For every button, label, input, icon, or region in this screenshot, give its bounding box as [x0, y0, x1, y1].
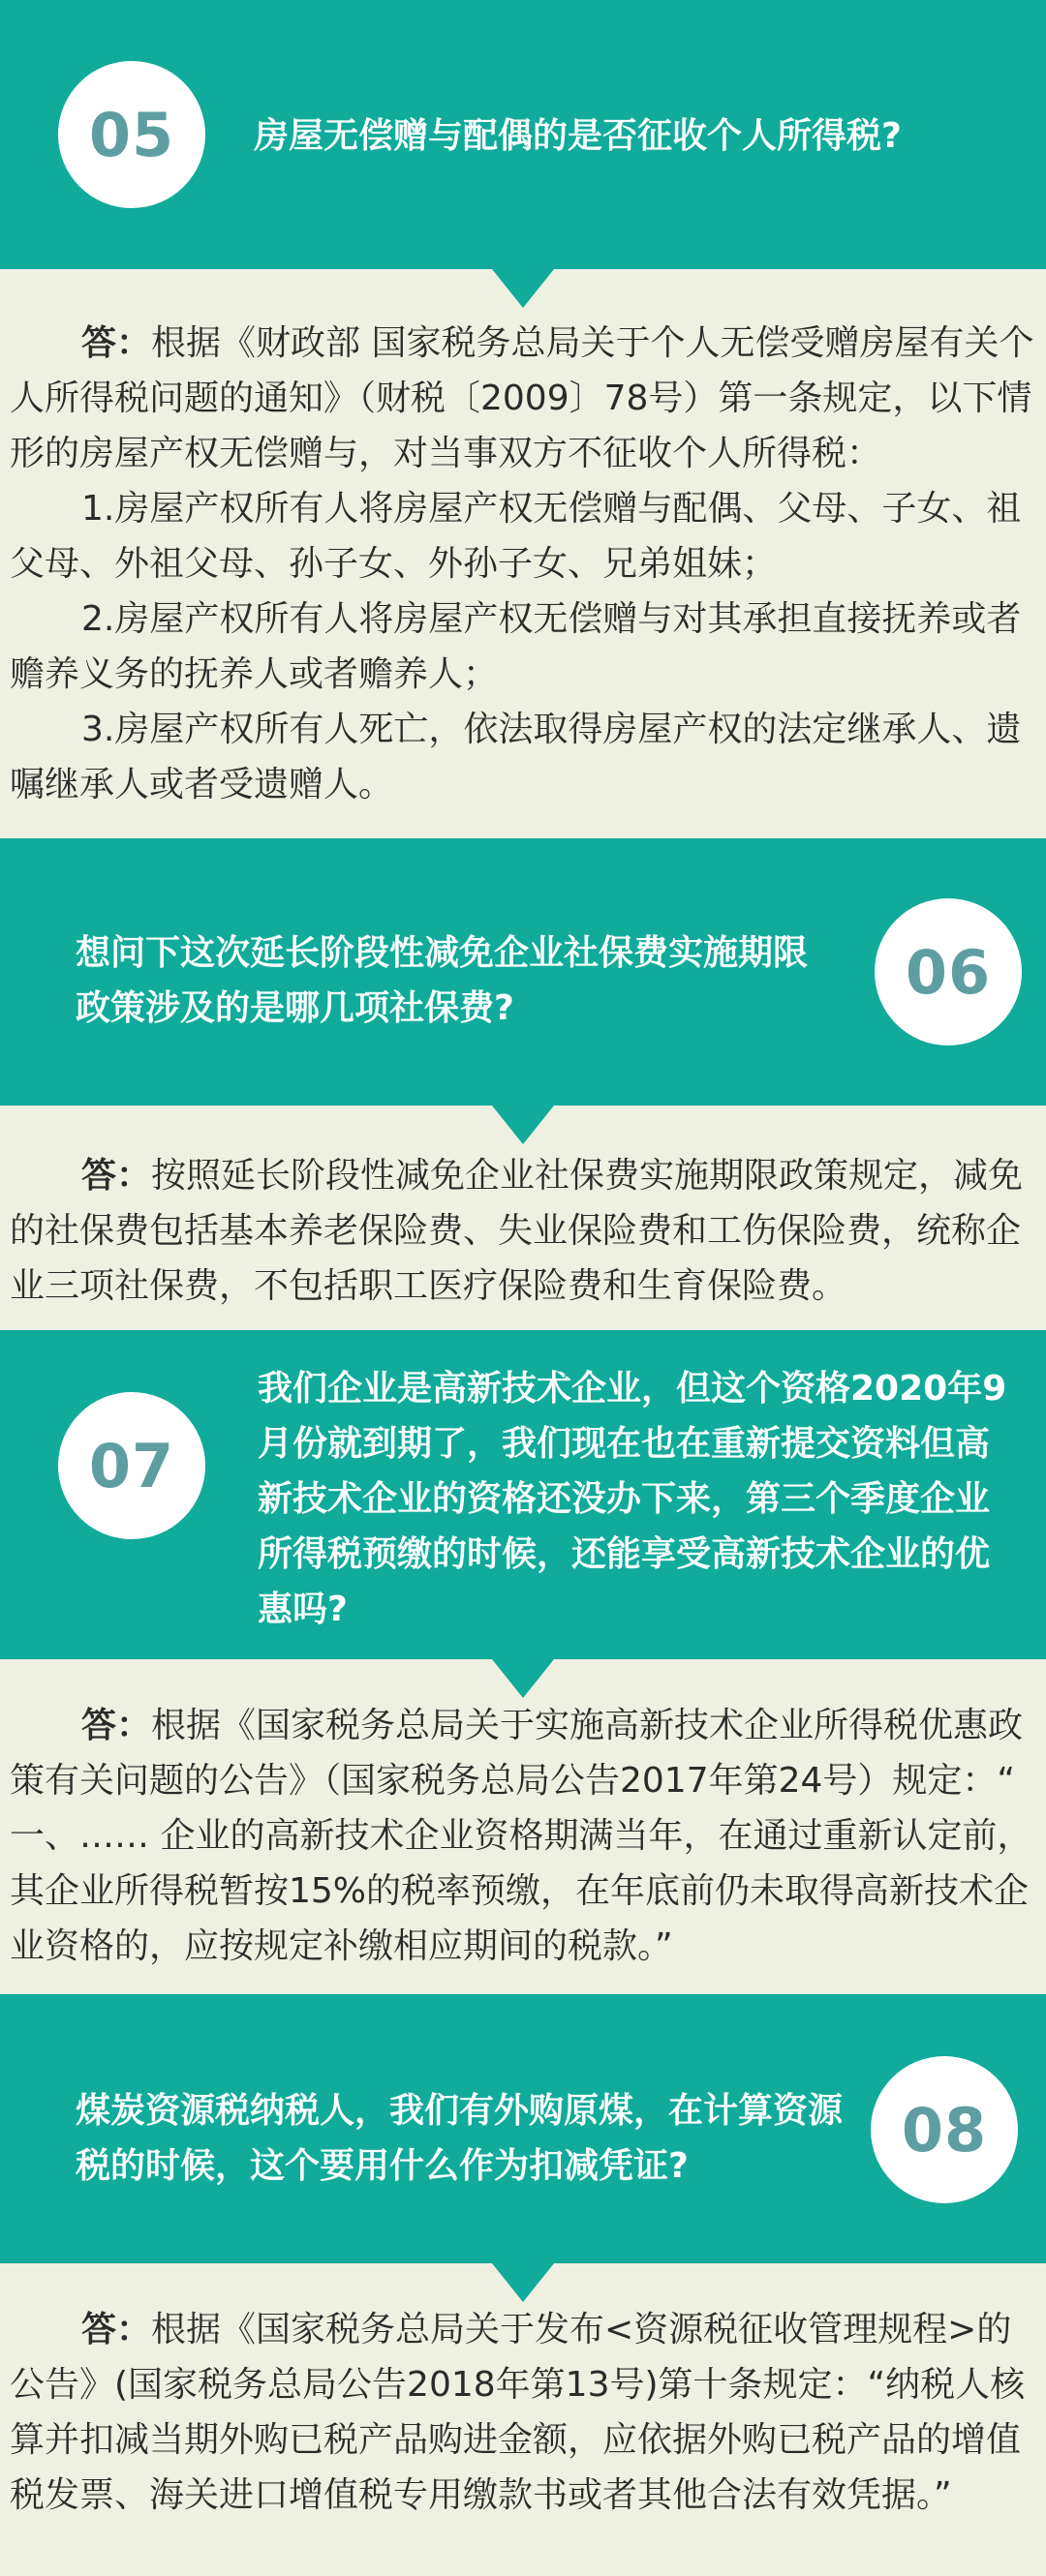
answer-label: 答：	[81, 2310, 152, 2349]
answer-block-06	[10, 1148, 1038, 1314]
answer-item: 3.房屋产权所有人死亡，依法取得房屋产权的法定继承人、遗嘱继承人或者受遗赠人。	[10, 710, 1022, 804]
question-banner-08	[0, 1994, 1046, 2263]
answer-text: 根据《国家税务总局关于发布<资源税征收管理规程>的公告》(国家税务总局公告2018年第13号)第十条规定：“纳税人核算并扣减当期外购已税产品购进金额，应依据外购已税产品的增值税发票、海关进口增值税专用缴款书或者其他合法有效凭据。”	[10, 2310, 1026, 2515]
answer-block-08	[10, 2302, 1038, 2523]
answer-item: 2.房屋产权所有人将房屋产权无偿赠与对其承担直接抚养或者赡养义务的抚养人或者赡养人；	[10, 599, 1022, 694]
question-number-badge: 05	[58, 61, 205, 208]
question-banner-07	[0, 1330, 1046, 1659]
answer-block-07	[10, 1698, 1038, 1974]
question-text: 房屋无偿赠与配偶的是否征收个人所得税?	[254, 116, 902, 156]
question-number-badge: 06	[875, 898, 1022, 1046]
answer-block-05	[10, 316, 1038, 812]
answer-text: 根据《财政部 国家税务总局关于个人无偿受赠房屋有关个人所得税问题的通知》（财税〔2009〕78号）第一条规定，以下情形的房屋产权无偿赠与，对当事双方不征收个人所得税：	[10, 323, 1034, 473]
question-banner-06	[0, 838, 1046, 1106]
answer-text: 按照延长阶段性减免企业社保费实施期限政策规定，减免的社保费包括基本养老保险费、失业保险费和工伤保险费，统称企业三项社保费，不包括职工医疗保险费和生育保险费。	[10, 1156, 1024, 1306]
answer-item: 1.房屋产权所有人将房屋产权无偿赠与配偶、父母、子女、祖父母、外祖父母、孙子女、外孙子女、兄弟姐妹；	[10, 489, 1022, 584]
question-number-badge: 07	[58, 1392, 205, 1539]
question-text: 煤炭资源税纳税人，我们有外购原煤，在计算资源税的时候，这个要用什么作为扣减凭证?	[76, 2091, 844, 2186]
question-number-badge: 08	[871, 2056, 1018, 2203]
question-text: 我们企业是高新技术企业，但这个资格2020年9月份就到期了，我们现在也在重新提交资料但高新技术企业的资格还没办下来，第三个季度企业所得税预缴的时候，还能享受高新技术企业的优惠吗?	[258, 1369, 1007, 1629]
answer-label: 答：	[81, 323, 152, 363]
answer-text: 根据《国家税务总局关于实施高新技术企业所得税优惠政策有关问题的公告》（国家税务总局公告2017年第24号）规定：“ 一、…… 企业的高新技术企业资格期满当年，在通过重新认定前，其企业所得税暂按15%的税率预缴，在年底前仍未取得高新技术企业资格的，应按规定补缴相应期间的税款。”	[10, 1706, 1032, 1966]
question-text: 想问下这次延长阶段性减免企业社保费实施期限政策涉及的是哪几项社保费?	[76, 933, 809, 1028]
question-banner-05	[0, 0, 1046, 269]
answer-label: 答：	[81, 1706, 152, 1745]
answer-label: 答：	[81, 1156, 152, 1196]
